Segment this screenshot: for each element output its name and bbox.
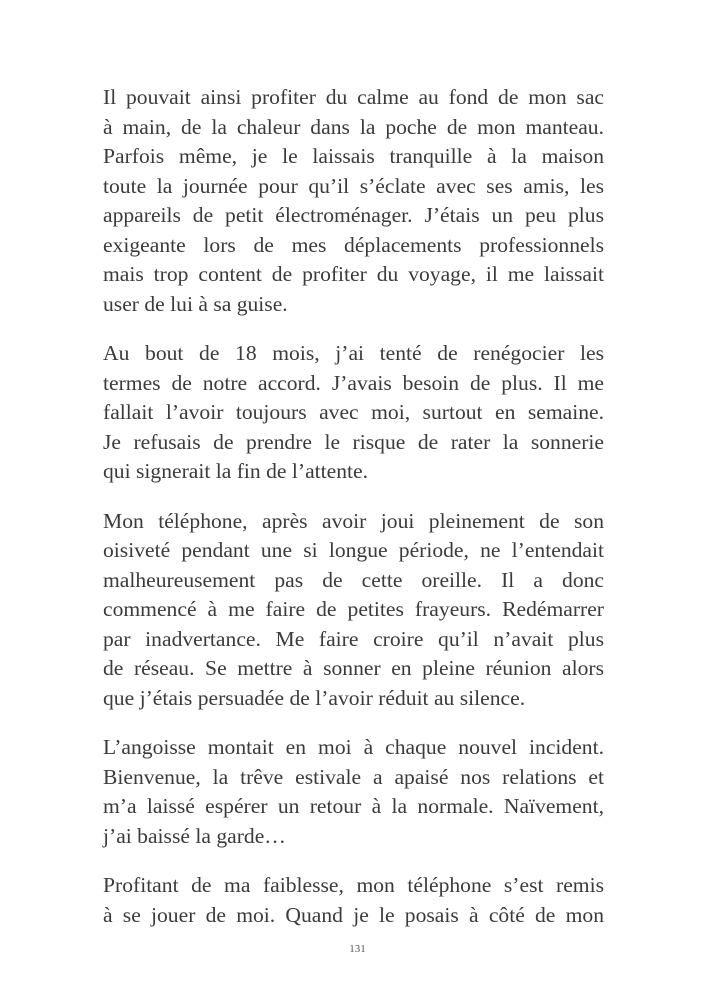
text-line: Au bout de 18 mois, j’ai tenté de renégocier les — [103, 341, 604, 365]
text-line: toute la journée pour qu’il s’éclate avec ses amis, les — [103, 173, 604, 198]
text-line: de réseau. Se mettre à sonner en pleine réunion alors — [103, 656, 604, 680]
paragraph — [103, 83, 604, 319]
paragraph — [103, 507, 604, 714]
text-line: Parfois même, je le laissais tranquille à la maison — [103, 144, 604, 168]
page-number: 131 — [349, 943, 366, 955]
paragraph — [103, 733, 604, 851]
page-body-text — [103, 83, 604, 950]
text-line: Profitant de ma faiblesse, mon téléphone s’est remis — [103, 873, 604, 897]
text-line: user de lui à sa guise. — [103, 291, 288, 316]
paragraph — [103, 871, 604, 930]
text-line: Je refusais de prendre le risque de rater la sonnerie — [103, 429, 604, 454]
text-line: à main, de la chaleur dans la poche de mon manteau. — [103, 114, 604, 139]
text-line: malheureusement pas de cette oreille. Il a donc — [103, 567, 604, 592]
text-line: appareils de petit électroménager. J’étais un peu plus — [103, 203, 604, 227]
text-line: par inadvertance. Me faire croire qu’il n’avait plus — [103, 626, 604, 651]
text-line: à se jouer de moi. Quand je le posais à côté de mon — [103, 902, 604, 927]
text-line: m’a laissé espérer un retour à la normale. Naïvement, — [103, 794, 604, 818]
text-line: j’ai baissé la garde… — [103, 823, 286, 848]
text-line: oisiveté pendant une si longue période, ne l’entendait — [103, 538, 604, 562]
text-line: termes de notre accord. J’avais besoin de plus. Il me — [103, 370, 604, 395]
paragraph — [103, 339, 604, 487]
text-line: Mon téléphone, après avoir joui pleinement de son — [103, 508, 604, 533]
text-line: Bienvenue, la trêve estivale a apaisé nos relations et — [103, 764, 604, 789]
text-line: commencé à me faire de petites frayeurs. Redémarrer — [103, 597, 604, 621]
text-line: que j’étais persuadée de l’avoir réduit au silence. — [103, 685, 526, 710]
text-line: qui signerait la fin de l’attente. — [103, 459, 369, 483]
text-line: mais trop content de profiter du voyage, il me laissait — [103, 262, 604, 286]
text-line: fallait l’avoir toujours avec moi, surtout en semaine. — [103, 400, 604, 424]
text-line: Il pouvait ainsi profiter du calme au fond de mon sac — [103, 85, 604, 109]
text-line: exigeante lors de mes déplacements professionnels — [103, 232, 604, 257]
text-line: L’angoisse montait en moi à chaque nouvel incident. — [103, 735, 604, 759]
